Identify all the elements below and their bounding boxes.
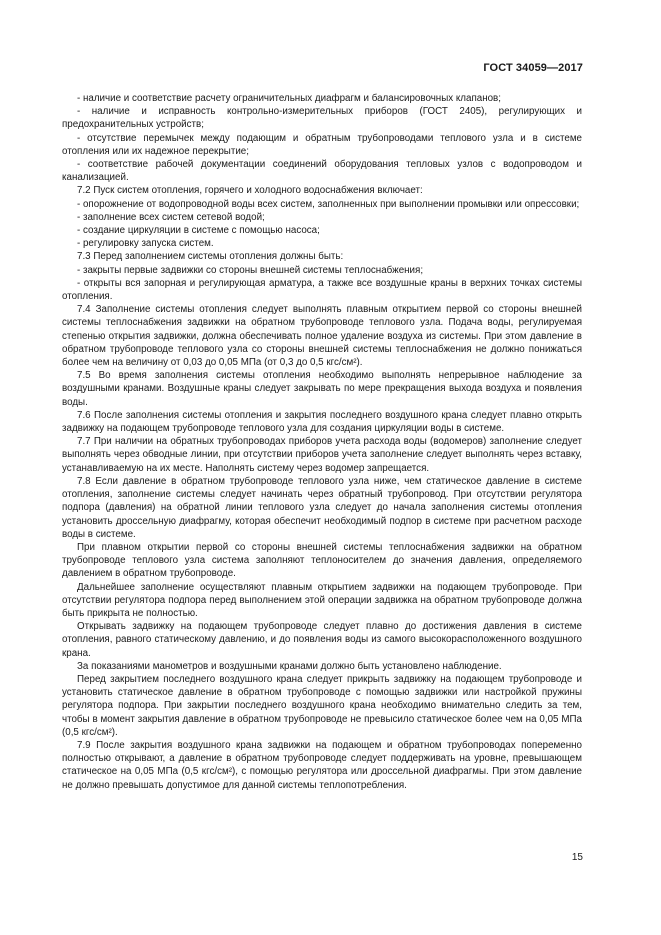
paragraph: 7.5 Во время заполнения системы отопления необходимо выполнять непрерывное наблюдение за воздушными кранами. Воздушные краны следует закрывать по мере прекращения выхода воздуха и появления воды. — [62, 370, 582, 408]
paragraph: Открывать задвижку на подающем трубопроводе следует плавно до достижения давления в системе отопления, равного статическому давлению, и до появления воды из самого высокорасположенного воздушного крана. — [62, 621, 582, 659]
paragraph: - наличие и исправность контрольно-измерительных приборов (ГОСТ 2405), регулирующих и предохранительных устройств; — [62, 106, 582, 131]
paragraph: Перед закрытием последнего воздушного крана следует прикрыть задвижку на подающем трубопроводе и установить статическое давление в обратном трубопроводе с помощью задвижки или настройкой пружины регулятора подпора. При закрытии последнего воздушного крана необходимо внимательно следить за тем, чтобы в момент закрытия давление в обратном трубопроводе не превысило статическое более чем на 0,05 МПа (0,5 кгс/см²). — [62, 673, 582, 738]
paragraph: 7.6 После заполнения системы отопления и закрытия последнего воздушного крана следует плавно открыть задвижку на подающем трубопроводе теплового узла для создания циркуляции воды в системе. — [62, 409, 582, 435]
document-number: ГОСТ 34059—2017 — [483, 62, 583, 74]
paragraph: За показаниями манометров и воздушными кранами должно быть установлено наблюдение. — [77, 660, 502, 672]
paragraph: 7.3 Перед заполнением системы отопления должны быть: — [77, 251, 344, 263]
paragraph: 7.2 Пуск систем отопления, горячего и холодного водоснабжения включает: — [77, 185, 423, 197]
paragraph: - открыты вся запорная и регулирующая арматура, а также все воздушные краны в верхних точках системы отопления. — [62, 277, 582, 303]
paragraph: - создание циркуляции в системе с помощью насоса; — [77, 225, 320, 237]
paragraph: - наличие и соответствие расчету ограничительных диафрагм и балансировочных клапанов; — [77, 93, 501, 104]
document-body — [62, 92, 582, 792]
paragraph: Дальнейшее заполнение осуществляют плавным открытием задвижки на подающем трубопроводе. При отсутствии регулятора подпора перед выполнением этой операции задвижка на обратном трубопроводе должна быть прикрыта не полностью. — [62, 581, 582, 619]
paragraph: - опорожнение от водопроводной воды всех систем, заполненных при выполнении промывки или опрессовки; — [77, 198, 580, 210]
paragraph: 7.9 После закрытия воздушного крана задвижки на подающем и обратном трубопроводах попеременно полностью открывают, а давление в обратном трубопроводе следует поддерживать на уровне, превышающем статическое на 0,05 МПа (0,5 кгс/см²), с помощью регулятора или дроссельной диафрагмы. При этом давление не должно превышать допустимое для данной системы теплопотребления. — [62, 739, 582, 791]
paragraph: При плавном открытии первой со стороны внешней системы теплоснабжения задвижки на обратном трубопроводе теплового узла система заполняют теплоносителем до значения давления, определяемого давлением в обратном трубопроводе. — [62, 541, 582, 580]
paragraph: - заполнение всех систем сетевой водой; — [77, 211, 265, 223]
paragraph: - соответствие рабочей документации соединений оборудования тепловых узлов с водопроводом и канализацией. — [62, 159, 582, 184]
paragraph: 7.4 Заполнение системы отопления следует выполнять плавным открытием первой со стороны внешней системы теплоснабжения задвижки на обратном трубопроводе теплового узла. Подача воды, регулируемая степенью открытия задвижки, должна обеспечивать полное удаление воздуха из системы. При этом давление в обратном трубопроводе теплового узла со стороны внешней системы теплоснабжения не должно понижаться более чем на величину от 0,03 до 0,05 МПа (от 0,3 до 0,5 кгс/см²). — [62, 304, 582, 369]
page-number: 15 — [571, 852, 583, 863]
paragraph: - закрыты первые задвижки со стороны внешней системы теплоснабжения; — [77, 264, 424, 276]
paragraph: - регулировку запуска систем. — [77, 238, 214, 250]
paragraph: 7.8 Если давление в обратном трубопроводе теплового узла ниже, чем статическое давление в системе отопления, заполнение системы следует начинать через обратный трубопровод. При отсутствии регулятора подпора (давления) на обратной линии теплового узла следует до начала заполнения системы отопления установить дроссельную диафрагму, которая обеспечит необходимый подпор в системе при расчетном расходе воды в системе. — [62, 475, 582, 540]
paragraph: - отсутствие перемычек между подающим и обратным трубопроводами теплового узла и в системе отопления или их надежное перекрытие; — [62, 132, 582, 157]
paragraph: 7.7 При наличии на обратных трубопроводах приборов учета расхода воды (водомеров) заполнение следует выполнять через обводные линии, при отсутствии приборов учета заполнение следует выполнять через вставку, устанавливаемую на их месте. Наполнять систему через водомер запрещается. — [62, 436, 582, 474]
